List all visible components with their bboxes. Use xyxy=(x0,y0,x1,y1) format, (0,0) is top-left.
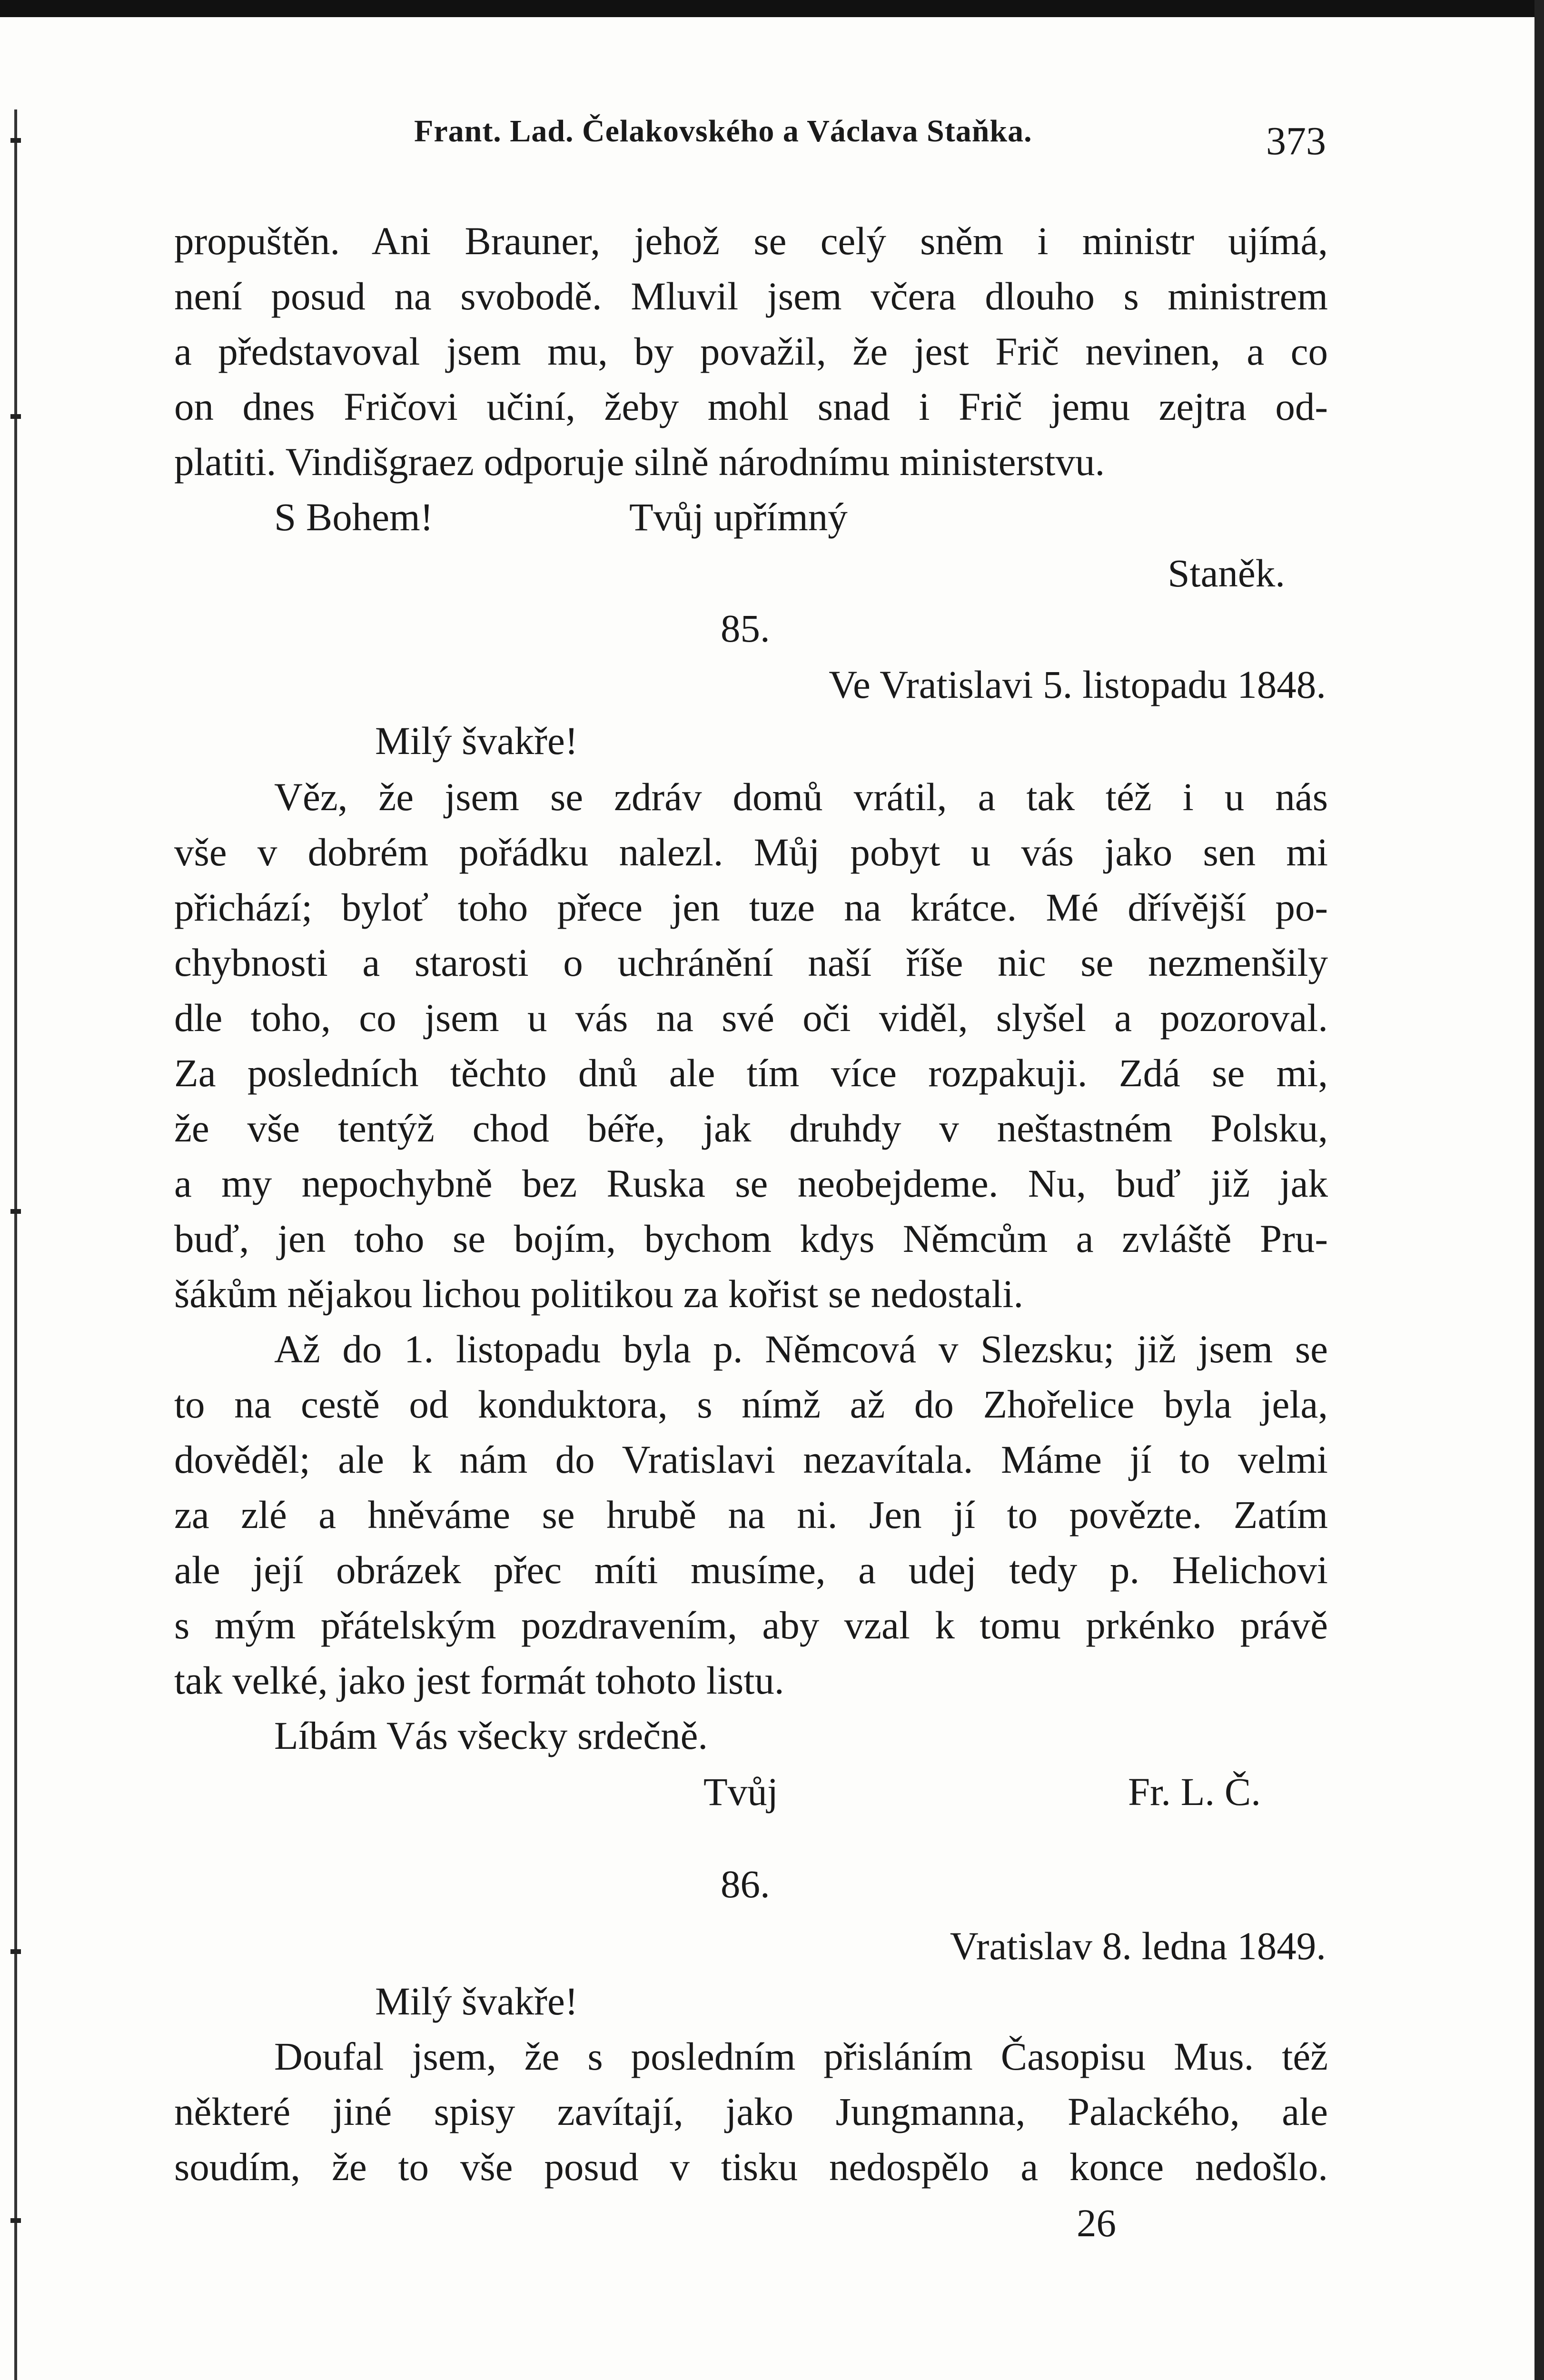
text-line: tak velké, jako jest formát tohoto listu. xyxy=(174,1658,784,1702)
text-line: soudím, že to vše posud v tisku nedospělo a konce nedošlo. xyxy=(174,2145,1328,2189)
text-line: a představoval jsem mu, by považil, že jest Frič nevinen, a co xyxy=(174,329,1328,373)
running-head: Frant. Lad. Čelakovského a Václava Staňka. xyxy=(414,114,1032,149)
binding-mark xyxy=(10,2218,21,2223)
text-line: šákům nějakou lichou politikou za kořist se nedostali. xyxy=(174,1272,1024,1316)
text-line: buď, jen toho se bojím, bychom kdys Němcům a zvláště Pru- xyxy=(174,1217,1328,1260)
text-line: Věz, že jsem se zdráv domů vrátil, a tak též i u nás xyxy=(274,775,1328,819)
dateline: Ve Vratislavi 5. listopadu 1848. xyxy=(829,663,1326,706)
text-line: on dnes Fričovi učiní, žeby mohl snad i Frič jemu zejtra od- xyxy=(174,385,1328,428)
scan-border-right xyxy=(1534,0,1544,2380)
binding-edge xyxy=(14,109,17,2380)
binding-mark xyxy=(10,1209,21,1214)
text-line: to na cestě od konduktora, s nímž až do Zhořelice byla jela, xyxy=(174,1382,1328,1426)
letter-number: 85. xyxy=(721,606,770,650)
text-line: Líbám Vás všecky srdečně. xyxy=(274,1714,708,1757)
text-line: Za posledních těchto dnů ale tím více rozpakuji. Zdá se mi, xyxy=(174,1051,1328,1095)
binding-mark xyxy=(10,414,21,419)
text-line: s mým přátelským pozdravením, aby vzal k tomu prkénko právě xyxy=(174,1603,1328,1647)
text-line: přichází; byloť toho přece jen tuze na krátce. Mé dřívější po- xyxy=(174,885,1328,929)
closing: Tvůj upřímný xyxy=(629,495,848,539)
text-line: Až do 1. listopadu byla p. Němcová v Slezsku; již jsem se xyxy=(274,1327,1328,1371)
text-line: není posud na svobodě. Mluvil jsem včera dlouho s ministrem xyxy=(174,274,1328,318)
text-line: a my nepochybně bez Ruska se neobejdeme. Nu, buď již jak xyxy=(174,1161,1328,1205)
scan-border-top xyxy=(0,0,1544,17)
salutation: Milý švakře! xyxy=(375,719,578,763)
text-line: chybnosti a starosti o uchránění naší říše nic se nezmenšily xyxy=(174,941,1328,984)
farewell: S Bohem! xyxy=(274,495,434,539)
text-line: některé jiné spisy zavítají, jako Jungmanna, Palackého, ale xyxy=(174,2090,1328,2133)
letter-number: 86. xyxy=(721,1862,770,1906)
text-line: dověděl; ale k nám do Vratislavi nezavítala. Máme jí to velmi xyxy=(174,1438,1328,1481)
closing: Tvůj xyxy=(703,1770,778,1814)
signature: Staněk. xyxy=(1168,551,1285,595)
binding-mark xyxy=(10,138,21,143)
text-line: vše v dobrém pořádku nalezl. Můj pobyt u vás jako sen mi xyxy=(174,830,1328,874)
text-line: dle toho, co jsem u vás na své oči viděl, slyšel a pozoroval. xyxy=(174,996,1328,1040)
text-line: že vše tentýž chod béře, jak druhdy v neštastném Polsku, xyxy=(174,1106,1328,1150)
page-number: 373 xyxy=(1266,119,1326,163)
salutation: Milý švakře! xyxy=(375,1979,578,2023)
text-line: Doufal jsem, že s posledním přisláním Časopisu Mus. též xyxy=(274,2034,1328,2078)
text-line: propuštěn. Ani Brauner, jehož se celý sněm i ministr ujímá, xyxy=(174,219,1328,263)
dateline: Vratislav 8. ledna 1849. xyxy=(950,1924,1326,1968)
binding-mark xyxy=(10,1949,21,1954)
text-line: ale její obrázek přec míti musíme, a udej tedy p. Helichovi xyxy=(174,1548,1328,1592)
signature-mark: 26 xyxy=(1077,2201,1116,2245)
text-line: za zlé a hněváme se hrubě na ni. Jen jí to povězte. Zatím xyxy=(174,1493,1328,1537)
signature: Fr. L. Č. xyxy=(1128,1770,1261,1814)
text-line: platiti. Vindišgraez odporuje silně národnímu ministerstvu. xyxy=(174,440,1105,484)
